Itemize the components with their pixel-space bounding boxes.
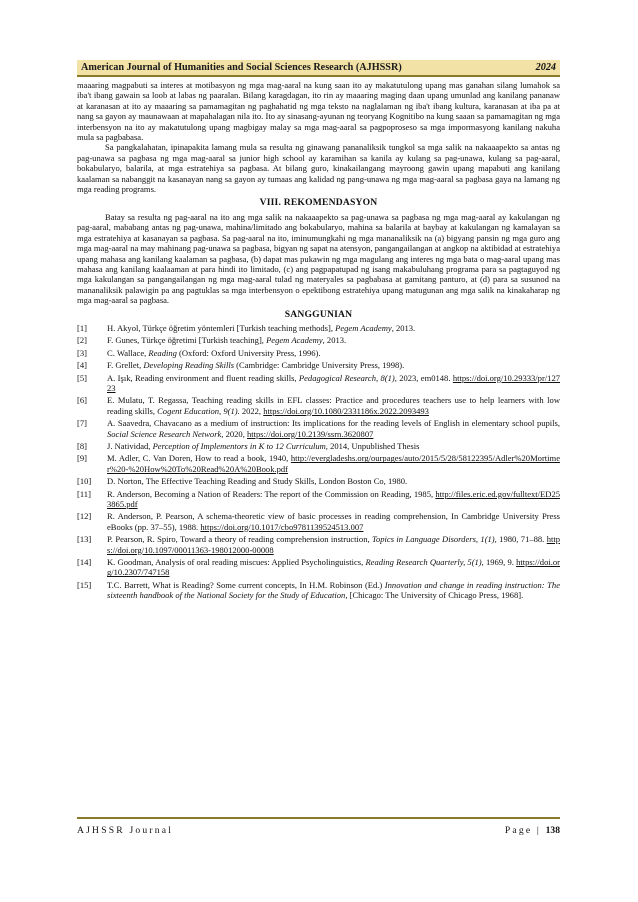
reference-number: [7] <box>77 418 87 429</box>
reference-number: [14] <box>77 557 92 568</box>
reference-segment: , 1969, 9. <box>481 557 517 568</box>
section-heading-rekomendasyon: VIII. REKOMENDASYON <box>259 197 378 209</box>
reference-italic: Reading <box>148 347 177 358</box>
journal-title: American Journal of Humanities and Social Sciences Research (AJHSSR) <box>81 62 402 73</box>
reference-item <box>77 453 560 474</box>
reference-segment: , 2014, Unpublished Thesis <box>325 441 420 451</box>
reference-text <box>107 511 560 532</box>
reference-segment: E. Mulatu, T. Regassa, Teaching reading skills in EFL classes: Practice and procedures teachers use to help learners with low reading skills, <box>107 395 560 416</box>
reference-number: [13] <box>77 534 92 545</box>
reference-text <box>107 441 560 451</box>
reference-italic: Developing Reading Skills <box>143 360 235 371</box>
reference-text <box>107 418 560 439</box>
reference-segment: A. Işık, Reading environment and fluent reading skills, <box>107 372 299 383</box>
reference-number: [6] <box>77 395 87 406</box>
page-body <box>77 80 560 603</box>
reference-segment: J. Natividad, <box>107 441 153 451</box>
reference-segment: K. Goodman, Analysis of oral reading miscues: Applied Psycholinguistics, <box>107 557 366 568</box>
reference-link[interactable]: https://doi.org/10.1017/cbo9781139524513.007 <box>200 521 364 532</box>
reference-italic: Cogent Education, 9(1). <box>157 405 240 416</box>
reference-number: [1] <box>77 322 87 333</box>
reference-number: [2] <box>77 335 87 346</box>
body-paragraph: maaaring magpabuti sa interes at motibasyon ng mga mag-aaral na kung saan ito ay makatutulong upang mas ganahan silang lumahok sa iba't ibang gawain sa loob at labas ng paaralan. Bilang karagdagan, ito rin ay maaaring maging daan upang umunlad ang kanilang pananaw at karanasan at ito ay maaaring sa pamamagitan ng paghahatid ng mga teksto na naglalaman ng iba't ibang kultura, karanasan at iba pa at nang sa gayon ay maunawaan at mapahalagan nila ito. Ito ay sinasang-ayunan ng teoryang Kognitibo na kung saaan sa pamamagitan ng mga interbensyon na ito ay makatutulong upang magbigay malay sa mga mag-aaral sa pagpoproseso sa mga impormasyong kanilang nakuha mula sa pagbabasa. <box>77 80 560 143</box>
reference-italic: Social Science Research Network <box>107 428 222 439</box>
reference-italic: Reading Research Quarterly, 5(1) <box>365 557 482 568</box>
reference-italic: Topics in Language Disorders, 1(1), <box>372 534 497 545</box>
reference-segment: , 2023, em0148. <box>394 372 453 383</box>
reference-segment: M. Adler, C. Van Doren, How to read a book, 1940, <box>107 453 291 464</box>
reference-link[interactable]: http://files.eric.ed.gov/fulltext/ED253865.pdf <box>107 488 560 510</box>
reference-italic: Pedagogical Research, 8(1) <box>298 372 395 383</box>
reference-link[interactable]: https://doi.org/10.1080/2331186x.2022.2093493 <box>263 405 429 416</box>
page-number: 138 <box>545 825 560 836</box>
reference-text <box>107 489 560 510</box>
footer-page <box>505 825 560 836</box>
reference-item <box>77 476 560 486</box>
reference-text <box>107 348 560 358</box>
reference-item <box>77 489 560 510</box>
reference-segment: A. Saavedra, Chavacano as a medium of instruction: Its implications for the reading levels of English in elementary school pupils, <box>107 418 560 429</box>
reference-segment: , 2013. <box>391 322 416 333</box>
reference-text <box>107 453 560 474</box>
reference-item <box>77 373 560 394</box>
reference-segment: , 2020, <box>221 428 247 439</box>
reference-segment: , 2013. <box>322 335 347 346</box>
reference-segment: 1980, 71–88. <box>496 534 547 545</box>
reference-italic: Perception of Implementors in K to 12 Curriculum <box>152 441 326 451</box>
reference-list <box>77 323 560 601</box>
reference-text <box>107 323 560 333</box>
reference-segment: [Chicago: The University of Chicago Press, 1968]. <box>347 590 524 601</box>
reference-number: [3] <box>77 347 87 358</box>
page-footer <box>77 817 560 836</box>
reference-item <box>77 534 560 555</box>
reference-number: [5] <box>77 372 87 383</box>
reference-text <box>107 360 560 370</box>
reference-link[interactable]: https://doi.org/10.1097/00011363-198012000-00008 <box>107 534 560 555</box>
reference-text <box>107 580 560 601</box>
reference-segment: (Cambridge: Cambridge University Press, 1998). <box>234 360 405 371</box>
reference-number: [4] <box>77 360 87 371</box>
reference-number: [15] <box>77 579 92 590</box>
reference-item <box>77 580 560 601</box>
footer-page-label: Page | <box>504 825 541 836</box>
reference-segment: D. Norton, The Effective Teaching Reading and Study Skills, London Boston Co, 1980. <box>107 476 408 487</box>
reference-text <box>107 395 560 416</box>
reference-number: [8] <box>77 441 87 451</box>
reference-segment: F. Grellet, <box>107 360 144 371</box>
reference-italic: Pegem Academy <box>266 335 323 346</box>
journal-year: 2024 <box>535 62 556 73</box>
reference-item <box>77 511 560 532</box>
journal-header <box>77 60 560 77</box>
reference-segment: P. Pearson, R. Spiro, Toward a theory of reading comprehension instruction, <box>107 534 373 545</box>
reference-italic: Innovation and change in reading instruction: The sixteenth handbook of the National Society for the Study of Education, <box>107 579 560 601</box>
reference-text <box>107 335 560 345</box>
reference-item <box>77 418 560 439</box>
reference-item <box>77 360 560 370</box>
reference-text <box>107 476 560 486</box>
reference-text <box>107 373 560 394</box>
reference-segment: H. Akyol, Türkçe öğretim yöntemleri [Turkish teaching methods], <box>107 322 336 333</box>
reference-link[interactable]: http://evergladeshs.org/ourpages/auto/2015/5/28/58122395/Adler%20Mortimer%20-%20How%20To%20Read%20A%20Book.pdf <box>107 453 560 474</box>
reference-text <box>107 534 560 555</box>
reference-italic: Pegem Academy <box>335 322 392 333</box>
reference-item <box>77 348 560 358</box>
reference-link[interactable]: https://doi.org/10.2139/ssrn.3620807 <box>246 428 374 439</box>
reference-segment: R. Anderson, Becoming a Nation of Readers: The report of the Commission on Reading, 1985, <box>107 488 436 499</box>
reference-number: [12] <box>77 511 92 522</box>
recommendation-paragraph: Batay sa resulta ng pag-aaral na ito ang mga salik na nakaaapekto sa pag-unawa sa pagbasa ng mga mag-aaral ay kakulangan ng pag-aaral, mababang antas ng pag-unawa, mahina/limitado ang bokabularyo, mahina sa balarila at baybay at kakulangan ng kamalayan sa mga estratehiya at kasanayan sa pagbasa. Sa pag-aaral na ito, iminumungkahi ng mga mananaliksik na (a) bigyang pansin ng mga guro ang mga mag-aaral na may mahinang pag-unawa sa pagbasa, bigyan ng sapat na atensyon, pangangailangan at angkop na aktibidad at estratehiya upang mahasa ang kanilang kaalaman sa pagbasa, (b) dapat mas pukawin ng mga magulang ang interes ng mga bata o mag-aaral upang mas mahasa ang kanilang kaalaaman at para hindi ito limitado, (c) ang pagpapatupad ng isang makabuluhang programa para sa pagtaguyod ng mga kakulangan sa pangangailangan ng mga mag-aaral tulad ng materyales sa pagbabasa at gamitang panturo, at (d) para sa susunod na mananaliksik palawigin pa ang pagtuklas sa mga interbensyon o epektibong estratehiya upang matugunan ang mga salik na kinakaharap ng mga mag-aaral sa pagbasa. <box>77 211 560 306</box>
reference-text <box>107 557 560 578</box>
reference-item <box>77 335 560 345</box>
reference-item <box>77 395 560 416</box>
reference-segment: T.C. Barrett, What is Reading? Some current concepts, In H.M. Robinson (Ed.) <box>107 579 385 590</box>
reference-item <box>77 441 560 451</box>
reference-segment: C. Wallace, <box>107 347 149 358</box>
reference-link[interactable]: https://doi.org/10.2307/747158 <box>107 557 560 578</box>
footer-journal: AJHSSR Journal <box>77 825 174 836</box>
reference-segment: R. Anderson, P. Pearson, A schema-theoretic view of basic processes in reading comprehension, In Cambridge University Press eBooks (pp. 37–55), 1988. <box>107 511 560 532</box>
reference-number: [10] <box>77 476 92 487</box>
reference-segment: (Oxford: Oxford University Press, 1996). <box>176 347 321 358</box>
reference-item <box>77 557 560 578</box>
references-heading: SANGGUNIAN <box>284 308 353 320</box>
reference-item <box>77 323 560 333</box>
reference-link[interactable]: https://doi.org/10.29333/pr/12723 <box>107 372 560 393</box>
reference-number: [11] <box>77 488 91 499</box>
reference-segment: 2022, <box>239 405 264 416</box>
reference-number: [9] <box>77 453 87 464</box>
body-paragraph: Sa pangkalahatan, ipinapakita lamang mula sa resulta ng ginawang pananaliksik tungkol sa mga salik na nakaaapekto sa antas ng pag-unawa sa pagbasa ng mga mag-aaral sa junior high school ay karamihan sa kanila ay kulang sa pag-unawa, kulang sa pag-aaral, bokabularyo, balarila, at mga estratehiya sa pagbasa. At bilang guro, kinakailangang mayroong gawin upang mapabuti ang kanilang kaalaman sa nabanggit na kasanayan nang sa gayon ay tumaas ang kalidad ng pang-unawa ng mga mag-aaral sa pagbasa gaya na lamang ng mga reading programs. <box>77 142 560 195</box>
reference-segment: F. Gunes, Türkçe öğretimi [Turkish teaching], <box>107 335 267 346</box>
